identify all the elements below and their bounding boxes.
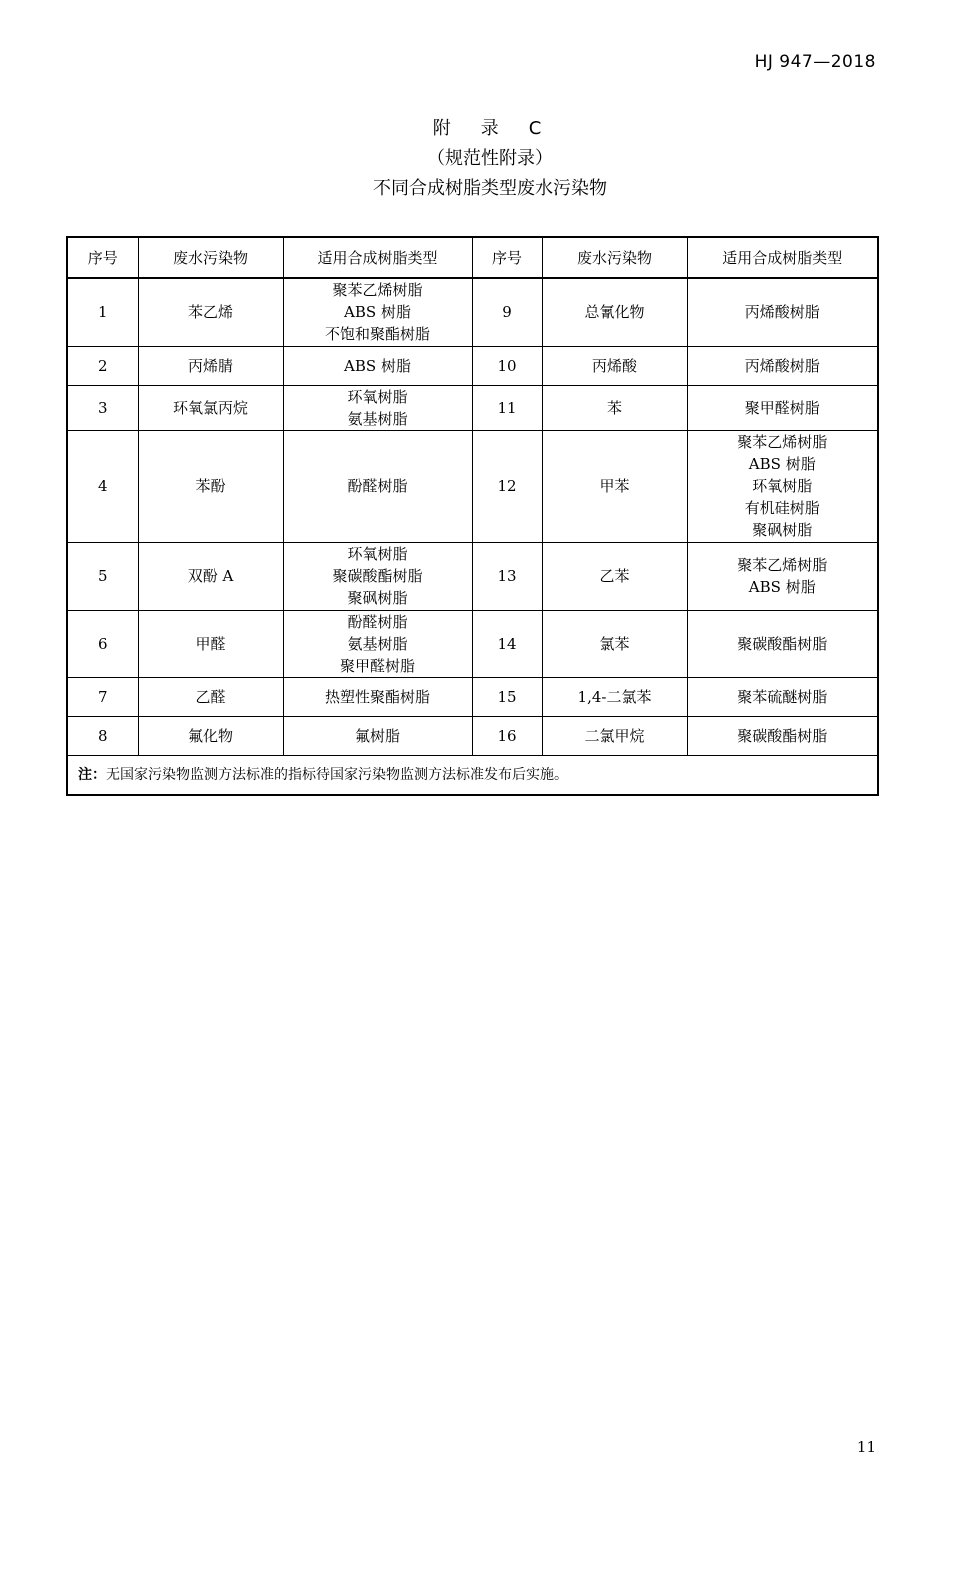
resin-type-item: 聚碳酸酯树脂 <box>737 634 828 653</box>
resin-type-item: 聚苯乙烯树脂 <box>737 433 828 451</box>
resin-type-item: 氨基树脂 <box>347 409 408 428</box>
serial-number-cell: 1 <box>67 278 138 346</box>
table-row <box>67 610 878 677</box>
resin-types-cell <box>283 385 472 430</box>
serial-number-cell: 7 <box>67 677 138 716</box>
note-cell <box>67 755 878 795</box>
resin-type-item: 聚碳酸酯树脂 <box>737 726 828 745</box>
serial-number-cell: 2 <box>67 346 138 385</box>
pollutant-cell: 1,4-二氯苯 <box>542 677 687 716</box>
header-cell-no-right: 序号 <box>472 237 542 278</box>
resin-types-cell <box>687 430 878 542</box>
appendix-type: （规范性附录） <box>427 148 553 169</box>
resin-types-cell <box>283 677 472 716</box>
table-row <box>67 430 878 542</box>
pollutant-cell: 苯乙烯 <box>138 278 283 346</box>
pollutant-cell: 苯 <box>542 385 687 430</box>
serial-number-cell: 16 <box>472 716 542 755</box>
resin-types-cell <box>687 346 878 385</box>
resin-type-item: 有机硅树脂 <box>744 499 820 517</box>
resin-type-item: ABS 树脂 <box>344 303 411 322</box>
pollutant-cell: 总氰化物 <box>542 278 687 346</box>
resin-type-item: 环氧树脂 <box>347 545 408 563</box>
serial-number-cell: 11 <box>472 385 542 430</box>
note-row <box>67 755 878 795</box>
header-cell-resin-left: 适用合成树脂类型 <box>283 237 472 278</box>
table-row <box>67 542 878 610</box>
resin-types-cell <box>687 610 878 677</box>
pollutant-cell: 双酚 A <box>138 542 283 610</box>
pollutant-cell: 氯苯 <box>542 610 687 677</box>
pollutant-cell: 丙烯腈 <box>138 346 283 385</box>
resin-type-item: 聚砜树脂 <box>752 521 813 539</box>
serial-number-cell: 8 <box>67 716 138 755</box>
resin-types-cell <box>687 278 878 346</box>
resin-types-cell <box>687 542 878 610</box>
resin-type-item: 聚苯硫醚树脂 <box>737 687 828 706</box>
table-row <box>67 385 878 430</box>
resin-type-item: 不饱和聚酯树脂 <box>324 325 430 344</box>
pollutant-cell: 甲醛 <box>138 610 283 677</box>
resin-types-cell <box>687 385 878 430</box>
pollutant-cell: 苯酚 <box>138 430 283 542</box>
resin-types-cell <box>283 716 472 755</box>
appendix-title: 附 录 C <box>432 118 548 139</box>
document-code: HJ 947—2018 <box>754 52 876 72</box>
resin-types-cell <box>283 278 472 346</box>
table-row <box>67 278 878 346</box>
page-number: 11 <box>856 1438 876 1456</box>
resin-type-item: 聚甲醛树脂 <box>339 656 415 675</box>
serial-number-cell: 15 <box>472 677 542 716</box>
resin-type-item: 环氧树脂 <box>752 477 813 495</box>
resin-type-item: 环氧树脂 <box>347 387 408 406</box>
table-row <box>67 346 878 385</box>
pollutant-cell: 氟化物 <box>138 716 283 755</box>
pollutant-cell: 甲苯 <box>542 430 687 542</box>
serial-number-cell: 10 <box>472 346 542 385</box>
serial-number-cell: 3 <box>67 385 138 430</box>
resin-type-item: 氨基树脂 <box>347 634 408 653</box>
title-block <box>0 114 980 204</box>
table-row <box>67 677 878 716</box>
resin-type-item: 聚甲醛树脂 <box>744 398 820 417</box>
serial-number-cell: 12 <box>472 430 542 542</box>
resin-type-item: ABS 树脂 <box>748 578 816 596</box>
resin-type-item: ABS 树脂 <box>344 356 411 375</box>
serial-number-cell: 4 <box>67 430 138 542</box>
resin-type-item: 酚醛树脂 <box>347 612 408 631</box>
resin-type-item: 聚碳酸酯树脂 <box>332 567 423 585</box>
resin-type-item: 丙烯酸树脂 <box>744 303 820 322</box>
resin-types-cell <box>283 346 472 385</box>
header-cell-no-left: 序号 <box>67 237 138 278</box>
serial-number-cell: 5 <box>67 542 138 610</box>
pollutant-table <box>66 236 879 796</box>
header-cell-pollutant-left: 废水污染物 <box>138 237 283 278</box>
table-header-row <box>67 237 878 278</box>
note-label: 注： <box>78 766 106 783</box>
serial-number-cell: 13 <box>472 542 542 610</box>
resin-type-item: 氟树脂 <box>354 726 400 745</box>
table-body <box>67 278 878 755</box>
resin-type-item: 聚苯乙烯树脂 <box>332 281 423 300</box>
serial-number-cell: 14 <box>472 610 542 677</box>
pollutant-cell: 二氯甲烷 <box>542 716 687 755</box>
pollutant-cell: 乙醛 <box>138 677 283 716</box>
header-cell-pollutant-right: 废水污染物 <box>542 237 687 278</box>
resin-types-cell <box>283 430 472 542</box>
resin-type-item: ABS 树脂 <box>748 455 816 473</box>
pollutant-cell: 环氧氯丙烷 <box>138 385 283 430</box>
resin-type-item: 聚苯乙烯树脂 <box>737 556 828 574</box>
resin-types-cell <box>283 542 472 610</box>
pollutant-cell: 丙烯酸 <box>542 346 687 385</box>
resin-types-cell <box>283 610 472 677</box>
pollutant-cell: 乙苯 <box>542 542 687 610</box>
serial-number-cell: 6 <box>67 610 138 677</box>
resin-type-item: 聚砜树脂 <box>347 589 408 607</box>
resin-types-cell <box>687 716 878 755</box>
resin-types-cell <box>687 677 878 716</box>
resin-type-item: 酚醛树脂 <box>347 477 408 495</box>
table-title: 不同合成树脂类型废水污染物 <box>373 178 607 199</box>
table-row <box>67 716 878 755</box>
serial-number-cell: 9 <box>472 278 542 346</box>
note-text: 无国家污染物监测方法标准的指标待国家污染物监测方法标准发布后实施。 <box>106 766 568 783</box>
resin-type-item: 热塑性聚酯树脂 <box>324 687 430 706</box>
header-cell-resin-right: 适用合成树脂类型 <box>687 237 878 278</box>
resin-type-item: 丙烯酸树脂 <box>744 356 820 375</box>
